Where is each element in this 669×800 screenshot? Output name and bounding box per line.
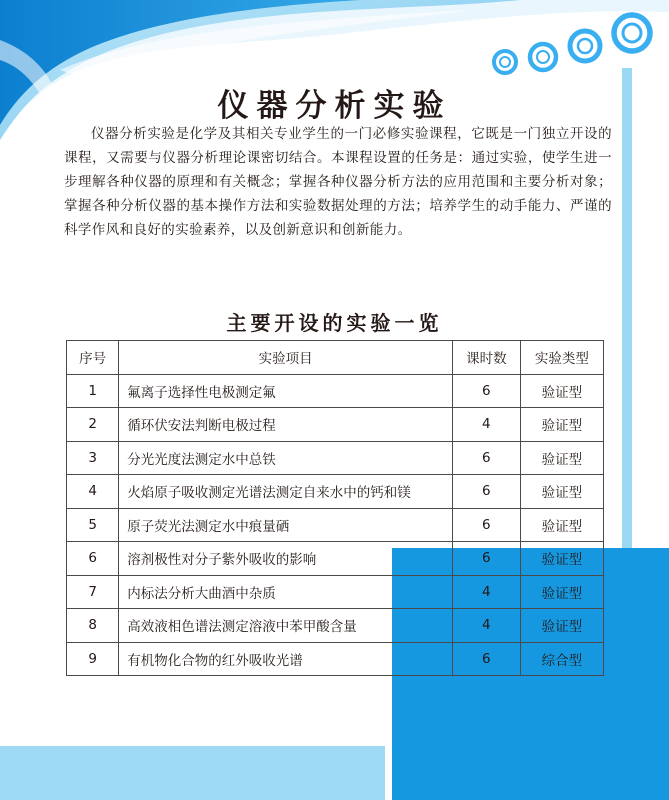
row-number: 8 <box>67 609 119 643</box>
row-hours: 4 <box>452 408 520 442</box>
row-item: 火焰原子吸收测定光谱法测定自来水中的钙和镁 <box>119 475 453 509</box>
table-row <box>67 475 604 509</box>
row-number: 4 <box>67 475 119 509</box>
header-type: 实验类型 <box>520 341 603 375</box>
table-title: 主要开设的实验一览 <box>226 311 443 335</box>
row-type: 验证型 <box>520 441 603 475</box>
row-number: 9 <box>67 642 119 676</box>
row-number: 3 <box>67 441 119 475</box>
header-item: 实验项目 <box>119 341 453 375</box>
table-header-row <box>67 341 604 375</box>
row-type: 验证型 <box>520 408 603 442</box>
row-item: 氟离子选择性电极测定氟 <box>119 374 453 408</box>
row-item: 循环伏安法判断电极过程 <box>119 408 453 442</box>
row-type: 验证型 <box>520 475 603 509</box>
table-row <box>67 609 604 643</box>
course-introduction: 仪器分析实验是化学及其相关专业学生的一门必修实验课程，它既是一门独立开设的课程，又需要与仪器分析理论课密切结合。本课程设置的任务是：通过实验，使学生进一步理解各种仪器的原理和有关概念；掌握各种仪器分析方法的应用范围和主要分析对象；掌握各种分析仪器的基本操作方法和实验数据处理的方法；培养学生的动手能力、严谨的科学作风和良好的实验素养，以及创新意识和创新能力。 <box>64 126 612 238</box>
page-title: 仪器分析实验 <box>217 88 452 124</box>
row-type: 验证型 <box>520 609 603 643</box>
row-item: 内标法分析大曲酒中杂质 <box>119 575 453 609</box>
row-number: 7 <box>67 575 119 609</box>
concentric-blue-rings-icon <box>494 15 650 73</box>
row-hours: 6 <box>452 475 520 509</box>
table-row <box>67 408 604 442</box>
row-hours: 6 <box>452 508 520 542</box>
experiment-table <box>66 340 604 676</box>
row-type: 验证型 <box>520 508 603 542</box>
row-item: 有机物化合物的红外吸收光谱 <box>119 642 453 676</box>
row-type: 验证型 <box>520 542 603 576</box>
row-hours: 6 <box>452 374 520 408</box>
table-row <box>67 575 604 609</box>
row-type: 综合型 <box>520 642 603 676</box>
header-number: 序号 <box>67 341 119 375</box>
header-hours: 课时数 <box>452 341 520 375</box>
row-hours: 6 <box>452 642 520 676</box>
row-item: 高效液相色谱法测定溶液中苯甲酸含量 <box>119 609 453 643</box>
table-row <box>67 542 604 576</box>
row-item: 分光光度法测定水中总铁 <box>119 441 453 475</box>
table-row <box>67 441 604 475</box>
row-item: 原子荧光法测定水中痕量硒 <box>119 508 453 542</box>
table-row <box>67 508 604 542</box>
row-hours: 6 <box>452 542 520 576</box>
row-hours: 6 <box>452 441 520 475</box>
row-hours: 4 <box>452 609 520 643</box>
row-number: 5 <box>67 508 119 542</box>
table-row <box>67 642 604 676</box>
row-type: 验证型 <box>520 374 603 408</box>
row-number: 1 <box>67 374 119 408</box>
row-type: 验证型 <box>520 575 603 609</box>
row-number: 2 <box>67 408 119 442</box>
row-item: 溶剂极性对分子紫外吸收的影响 <box>119 542 453 576</box>
table-row <box>67 374 604 408</box>
row-number: 6 <box>67 542 119 576</box>
row-hours: 4 <box>452 575 520 609</box>
